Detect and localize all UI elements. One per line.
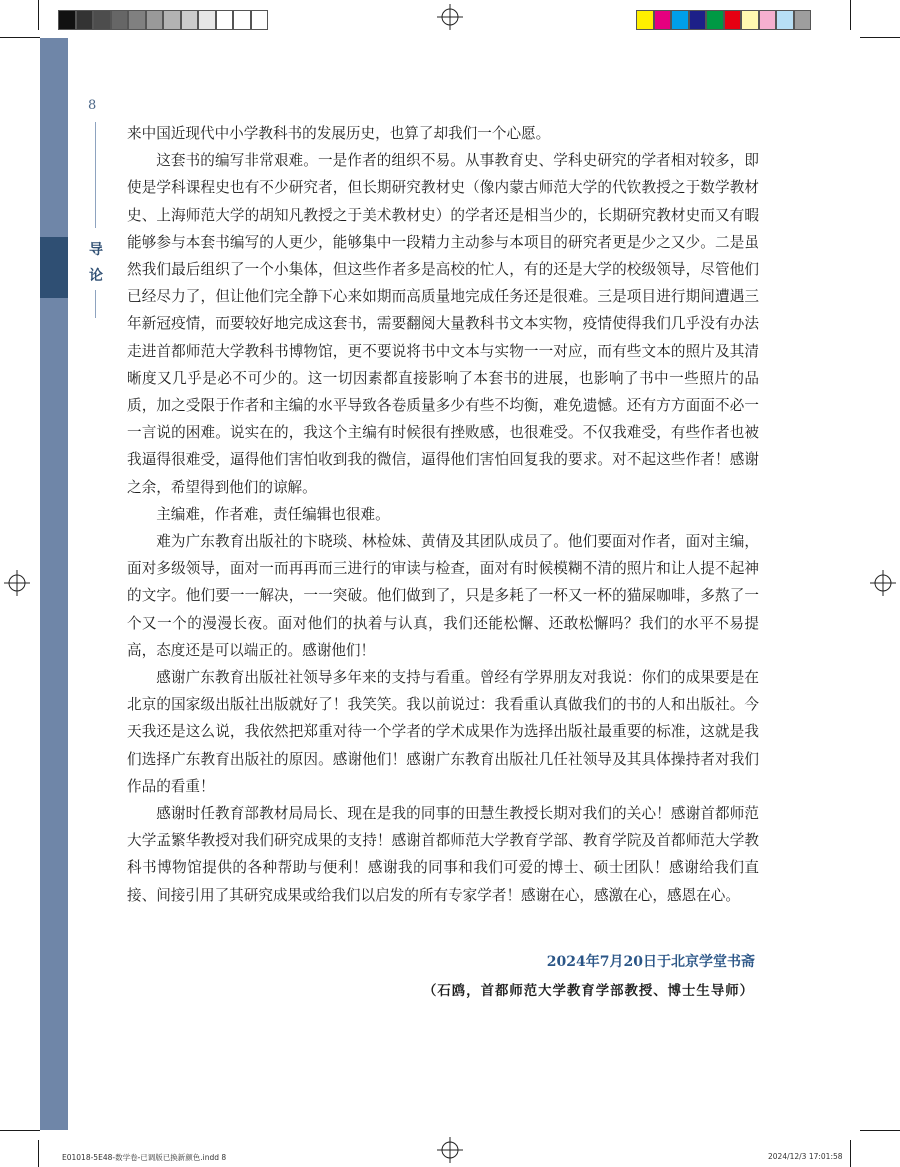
divider [95, 122, 96, 228]
color-swatch [794, 10, 812, 30]
paragraph: 主编难，作者难，责任编辑也很难。 [156, 505, 390, 523]
registration-mark-icon [437, 1137, 463, 1163]
color-swatch [93, 10, 111, 30]
side-band-marker [40, 237, 68, 298]
color-swatch [741, 10, 759, 30]
paragraph: 感谢时任教育部教材局局长、现在是我的同事的田慧生教授长期对我们的关心！感谢首都师范大学孟繁华教授对我们研究成果的支持！感谢首都师范大学教育学部、教育学院及首都师范大学教科书博物馆提供的各种帮助与便利！感谢我的同事和我们可爱的博士、硕士团队！感谢给我们直接、间接引用了其研究成果或给我们以启发的所有专家学者！感谢在心，感激在心，感恩在心。 [127, 805, 759, 904]
side-band [40, 38, 68, 1130]
section-label: 导论 [89, 242, 103, 284]
crop-mark [38, 0, 39, 30]
registration-mark-icon [870, 570, 896, 596]
crop-mark [38, 1140, 39, 1167]
color-swatch [724, 10, 742, 30]
color-swatch [654, 10, 672, 30]
body-text [127, 120, 759, 909]
footer-timestamp: 2024/12/3 17:01:58 [768, 1152, 843, 1161]
crop-mark [860, 37, 900, 38]
color-swatch [689, 10, 707, 30]
crop-mark [0, 1130, 40, 1131]
color-swatch [58, 10, 76, 30]
color-swatch [251, 10, 269, 30]
color-swatch [706, 10, 724, 30]
color-swatch [76, 10, 94, 30]
color-swatch [128, 10, 146, 30]
color-swatch [146, 10, 164, 30]
signature-author: （石鸥，首都师范大学教育学部教授、博士生导师） [423, 983, 754, 999]
registration-mark-icon [437, 4, 463, 30]
crop-mark [860, 1130, 900, 1131]
registration-mark-icon [4, 570, 30, 596]
paragraph: 来中国近现代中小学教科书的发展历史，也算了却我们一个心愿。 [127, 125, 551, 142]
crop-mark [850, 0, 851, 30]
color-swatch [671, 10, 689, 30]
divider [95, 290, 96, 318]
signature-date: 2024年7月20日于北京学堂书斋 [546, 954, 755, 970]
color-swatch [759, 10, 777, 30]
process-color-bar [636, 10, 811, 30]
footer-file-info: E01018-5E48-数学卷-已调版已换新颜色.indd 8 [62, 1153, 227, 1162]
crop-mark [850, 1140, 851, 1167]
color-swatch [163, 10, 181, 30]
gray-scale-bar [58, 10, 268, 30]
crop-mark [0, 37, 40, 38]
color-swatch [636, 10, 654, 30]
paragraph: 这套书的编写非常艰难。一是作者的组织不易。从事教育史、学科史研究的学者相对较多，即使是学科课程史也有不少研究者，但长期研究教材史（像内蒙古师范大学的代钦教授之于数学教材史、上海师范大学的胡知凡教授之于美术教材史）的学者还是相当少的，长期研究教材史而又有暇能够参与本套书编写的人更少，能够集中一段精力主动参与本项目的研究者更是少之又少。二是虽然我们最后组织了一个小集体，但这些作者多是高校的忙人，有的还是大学的校级领导，尽管他们已经尽力了，但让他们完全静下心来如期而高质量地完成任务还是很难。三是项目进行期间遭遇三年新冠疫情，而要较好地完成这套书，需要翻阅大量教科书文本实物，疫情使得我们几乎没有办法走进首都师范大学教科书博物馆，更不要说将书中文本与实物一一对应，而有些文本的照片及其清晰度又几乎是必不可少的。这一切因素都直接影响了本套书的进展，也影响了书中一些照片的品质，加之受限于作者和主编的水平导致各卷质量多少有些不均衡，难免遗憾。还有方方面面不必一一言说的困难。说实在的，我这个主编有时候很有挫败感，也很难受。不仅我难受，有些作者也被我逼得很难受，逼得他们害怕收到我的微信，逼得他们害怕回复我的要求。对不起这些作者！感谢之余，希望得到他们的谅解。 [127, 152, 759, 496]
color-swatch [181, 10, 199, 30]
color-swatch [111, 10, 129, 30]
paragraph: 感谢广东教育出版社社领导多年来的支持与看重。曾经有学界朋友对我说：你们的成果要是在北京的国家级出版社出版就好了！我笑笑。我以前说过：我看重认真做我们的书的人和出版社。今天我还是这么说，我依然把郑重对待一个学者的学术成果作为选择出版社最重要的标准，这就是我们选择广东教育出版社的原因。感谢他们！感谢广东教育出版社几任社领导及其具体操持者对我们作品的看重！ [127, 669, 759, 795]
color-swatch [233, 10, 251, 30]
color-swatch [198, 10, 216, 30]
color-swatch [216, 10, 234, 30]
page-number: 8 [88, 98, 97, 113]
paragraph: 难为广东教育出版社的卞晓琰、林检妹、黄倩及其团队成员了。他们要面对作者，面对主编，面对多级领导，面对一而再再而三进行的审读与检查，面对有时候模糊不清的照片和让人提不起神的文字。他们要一一解决，一一突破。他们做到了，只是多耗了一杯又一杯的猫屎咖啡，多熬了一个又一个的漫漫长夜。面对他们的执着与认真，我们还能松懈、还敢松懈吗？我们的水平不易提高，态度还是可以端正的。感谢他们！ [127, 533, 759, 659]
color-swatch [776, 10, 794, 30]
